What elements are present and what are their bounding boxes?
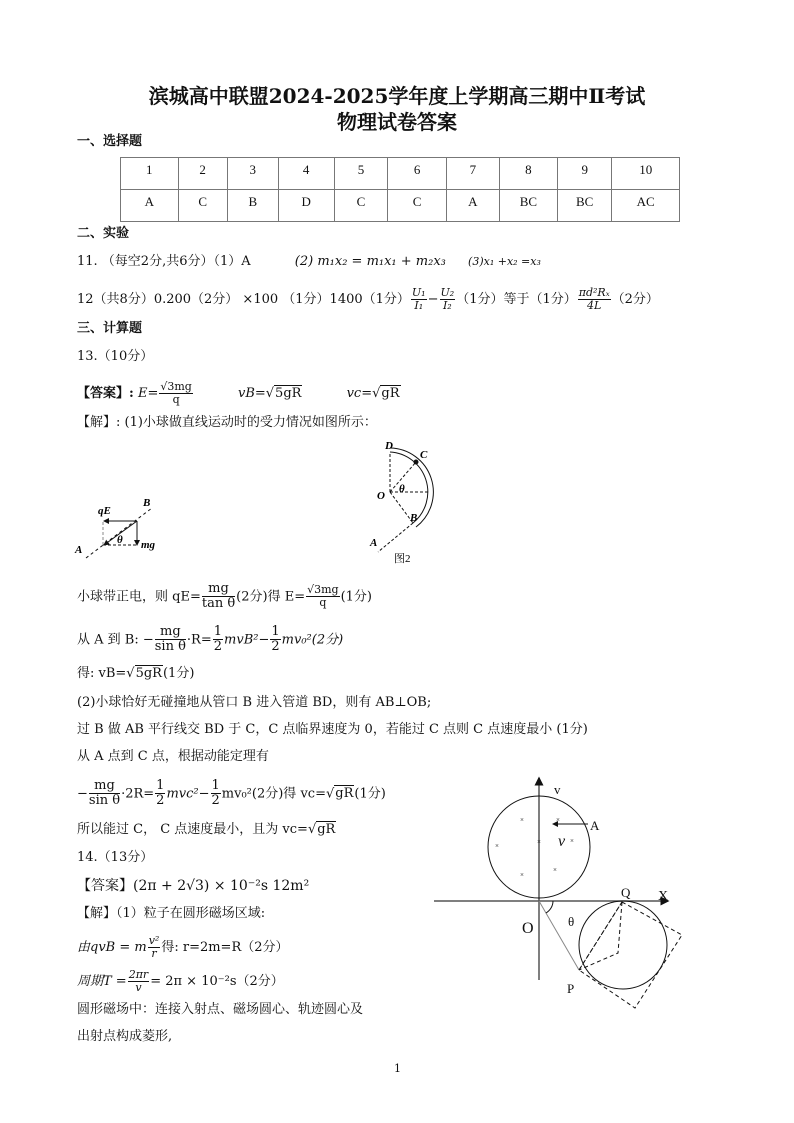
q13-heading: 13.（10分） — [77, 349, 154, 364]
magnetic-field-diagram — [434, 778, 682, 1008]
answer-cell: C — [334, 190, 388, 222]
q13-answer: 【答案】: E= $\frac{√3mg}{q}$ vB=√5gR vc=√gR — [77, 380, 400, 407]
q14-heading: 14.（13分） — [77, 850, 154, 865]
q13-line-5: 过 B 做 AB 平行线交 BD 于 C，C 点临界速度为 0，若能过 C 点则 C 点速度最小 (1分) — [77, 722, 588, 737]
page-subtitle: 物理试卷答案 — [337, 110, 457, 134]
svg-text:B: B — [410, 512, 418, 524]
section-experiment: 二、实验 — [77, 226, 130, 241]
svg-text:O: O — [522, 920, 534, 937]
answer-cell: C — [178, 190, 227, 222]
svg-text:θ: θ — [117, 534, 123, 546]
answer-cell: D — [278, 190, 334, 222]
question-number-cell: 4 — [278, 158, 334, 190]
svg-text:A: A — [590, 818, 600, 833]
page-number: 1 — [394, 1062, 401, 1075]
svg-text:×: × — [495, 842, 499, 850]
question-number-cell: 5 — [334, 158, 388, 190]
svg-text:θ: θ — [399, 483, 405, 495]
question-number-cell: 7 — [446, 158, 499, 190]
q14-answer: 【答案】(2π + 2√3) × 10⁻²s 12m² — [77, 878, 310, 894]
svg-text:mg: mg — [141, 539, 156, 551]
section-choice: 一、选择题 — [77, 134, 143, 149]
svg-text:×: × — [556, 816, 560, 824]
svg-text:×: × — [520, 816, 524, 824]
svg-text:×: × — [553, 866, 557, 874]
answer-cell: C — [388, 190, 446, 222]
question-number-cell: 1 — [121, 158, 179, 190]
q13-line-1: 小球带正电，则 qE= $\frac{mg}{\text{tan θ}}$ (2分)得 E= $\frac{√3mg}{q}$ (1分) — [77, 581, 372, 612]
svg-text:×: × — [520, 871, 524, 879]
q13-line-7: − $\frac{mg}{\text{sin θ}}$ ·2R= $\frac{1}{2}$ mvc²− $\frac{1}{2}$ mv₀²(2分)得 vc=√gR(1分) — [77, 778, 386, 809]
q14-solution-intro: 【解】（1）粒子在圆形磁场区域: — [77, 906, 266, 921]
q13-line-6: 从 A 点到 C 点，根据动能定理有 — [77, 749, 269, 764]
answer-cell: A — [446, 190, 499, 222]
answer-cell: BC — [557, 190, 611, 222]
q14-line-2: 周期T = $\frac{2\pi r}{v}$ = 2π × 10⁻²s（2分） — [77, 968, 284, 995]
q14-line-1: 由qvB = m $\frac{\text{v²}}{r}$ 得: r=2m=R（2分） — [77, 934, 289, 961]
svg-text:B: B — [143, 497, 151, 509]
question-number-cell: 9 — [557, 158, 611, 190]
q13-line-2: 从 A 到 B: − $\frac{mg}{\text{sin θ}}$ ·R= $\frac{1}{2}$ mvB²− $\frac{1}{2}$ mv₀²(2分) — [77, 624, 344, 655]
svg-text:×: × — [537, 838, 541, 846]
q11-line: 11. （每空2分,共6分）（1）A (2) m₁x₂ = m₁x₁ + m₂x₃ (3)x₁ +x₂ =x₃ — [77, 254, 541, 269]
q14-line-3: 圆形磁场中：连接入射点、磁场圆心、轨迹圆心及 — [77, 1002, 364, 1017]
q14-line-4: 出射点构成菱形, — [77, 1029, 173, 1044]
svg-text:Q: Q — [621, 885, 631, 900]
page-title: 滨城高中联盟2024-2025学年度上学期高三期中Ⅱ考试 — [148, 84, 646, 108]
svg-text:qE: qE — [98, 505, 111, 517]
svg-text:θ: θ — [568, 914, 575, 929]
question-number-cell: 3 — [227, 158, 278, 190]
q13-line-8: 所以能过 C， C 点速度最小，且为 vc=√gR — [77, 822, 336, 837]
answer-cell: A — [121, 190, 179, 222]
q13-line-3: 得: vB=√5gR(1分) — [77, 666, 195, 681]
answer-cell: B — [227, 190, 278, 222]
svg-text:O: O — [377, 490, 385, 502]
q12-line: 12（共8分）0.200（2分） ×100 （1分）1400（1分） $\frac{\text{U₁}}{\text{I₁}}$ − $\frac{\text{U₂}}{\text{I₂}}$ （1分）等于（1分） $\frac{\text{πd²Rₓ}}{4L}$ （2分） — [77, 286, 659, 313]
q13-solution-intro: 【解】: (1)小球做直线运动时的受力情况如图所示： — [77, 415, 377, 430]
question-number-cell: 6 — [388, 158, 446, 190]
svg-text:A: A — [75, 544, 83, 556]
svg-text:v: v — [558, 833, 566, 850]
q13-line-4: (2)小球恰好无碰撞地从管口 B 进入管道 BD，则有 AB⊥OB; — [77, 695, 432, 710]
svg-text:P: P — [567, 981, 575, 996]
question-number-cell: 2 — [178, 158, 227, 190]
answer-cell: AC — [612, 190, 680, 222]
answer-cell: BC — [499, 190, 557, 222]
svg-text:X: X — [658, 889, 669, 904]
svg-text:v: v — [554, 782, 561, 797]
question-number-cell: 10 — [612, 158, 680, 190]
question-number-cell: 8 — [499, 158, 557, 190]
svg-text:图2: 图2 — [394, 553, 411, 565]
svg-text:D: D — [385, 440, 393, 452]
svg-text:A: A — [370, 537, 378, 549]
svg-text:×: × — [570, 837, 574, 845]
svg-text:C: C — [420, 449, 428, 461]
section-calc: 三、计算题 — [77, 321, 143, 336]
pipe-diagram — [378, 448, 433, 552]
